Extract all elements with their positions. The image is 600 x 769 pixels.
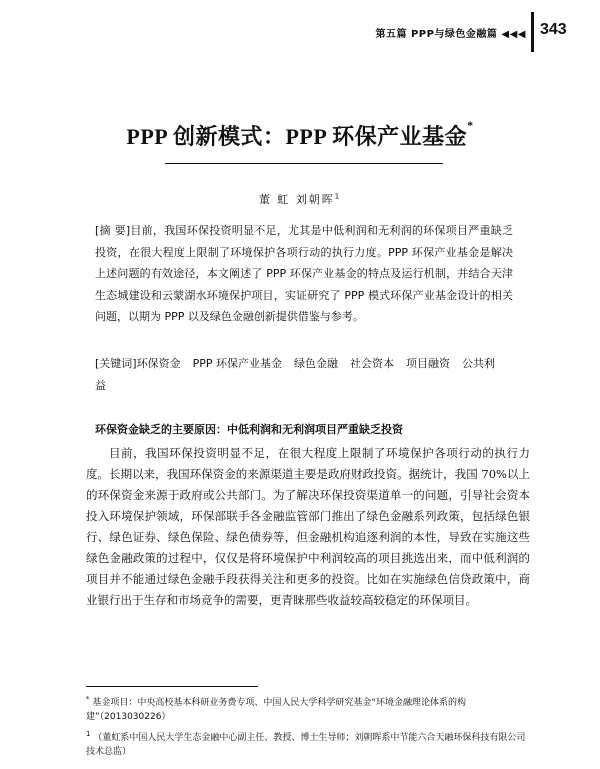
footnotes bbox=[86, 693, 531, 763]
abstract bbox=[95, 220, 513, 328]
keywords-label: [关键词] bbox=[95, 357, 137, 370]
header-arrows-icon: ◀◀◀ bbox=[501, 29, 526, 40]
header-divider bbox=[531, 12, 534, 52]
authors bbox=[0, 191, 600, 207]
article-title bbox=[0, 120, 600, 151]
keyword: PPP 环保产业基金 bbox=[192, 357, 282, 370]
abstract-label: [摘 要] bbox=[95, 224, 131, 237]
section-heading: 环保资金缺乏的主要原因：中低利润和无利润项目严重缺乏投资 bbox=[95, 423, 403, 436]
keyword: 公共利益 bbox=[95, 357, 495, 392]
footnote-mark: 1 bbox=[86, 730, 91, 738]
footnote-text: （董虹系中国人民大学生态金融中心副主任、教授、博士生导师；刘朝晖系中节能六合天融环保科技有限公司技术总监） bbox=[86, 733, 526, 757]
title-footnote-mark: * bbox=[467, 118, 474, 132]
author-footnote-mark: 1 bbox=[334, 192, 342, 201]
keyword: 社会资本 bbox=[350, 357, 394, 370]
keywords bbox=[95, 353, 513, 396]
footnote-mark: * bbox=[86, 695, 90, 703]
keyword: 绿色金融 bbox=[294, 357, 338, 370]
running-header bbox=[375, 25, 526, 40]
footnote-text: 基金项目：中央高校基本科研业务费专项、中国人民大学科学研究基金“环境金融理论体系的构建”（2013030226） bbox=[86, 698, 467, 722]
keyword: 环保资金 bbox=[136, 357, 181, 370]
article-title-text: PPP 创新模式：PPP 环保产业基金 bbox=[126, 124, 468, 149]
body-paragraph: 目前，我国环保投资明显不足，在很大程度上限制了环境保护各项行动的执行力度。长期以来，我国环保资金的来源渠道主要是政府财政投资。据统计，我国 70%以上的环保资金来源于政府或公共部门。为了解决环保投资渠道单一的问题，引导社会资本投入环境保护领域，环保部联手各金融监管部门推出了绿色金融系列政策，包括绿色银行、绿色证券、绿色保险、绿色债券等，但金融机构追逐利润的本性，导致在实施这些绿色金融政策的过程中，仅仅是将环境保护中利润较高的项目挑选出来，而中低利润的项目并不能通过绿色金融手段获得关注和更多的投资。比如在实施绿色信贷政策中，商业银行出于生存和市场竞争的需要，更青睐那些收益较高较稳定的环保项目。 bbox=[86, 446, 530, 607]
footnote bbox=[86, 693, 531, 724]
footnote bbox=[86, 728, 531, 759]
author-names: 董 虹 刘朝晖 bbox=[258, 193, 335, 206]
title-underline bbox=[165, 163, 443, 164]
footnote-divider bbox=[86, 686, 258, 687]
header-section-title: 第五篇 PPP与绿色金融篇 bbox=[375, 29, 498, 40]
abstract-text: 目前，我国环保投资明显不足，尤其是中低利润和无利润的环保项目严重缺乏投资，在很大程度上限制了环境保护各项行动的执行力度。PPP 环保产业基金是解决上述问题的有效途径，本文阐述了 PPP 环保产业基金的特点及运行机制，并结合天津生态城建设和云蒙湖水环境保护项目，实证研究了 PPP 模式环保产业基金设计的相关问题，以期为 PPP 以及绿色金融创新提供借鉴与参考。 bbox=[95, 224, 513, 323]
page-number: 343 bbox=[540, 21, 567, 38]
keyword: 项目融资 bbox=[406, 357, 450, 370]
